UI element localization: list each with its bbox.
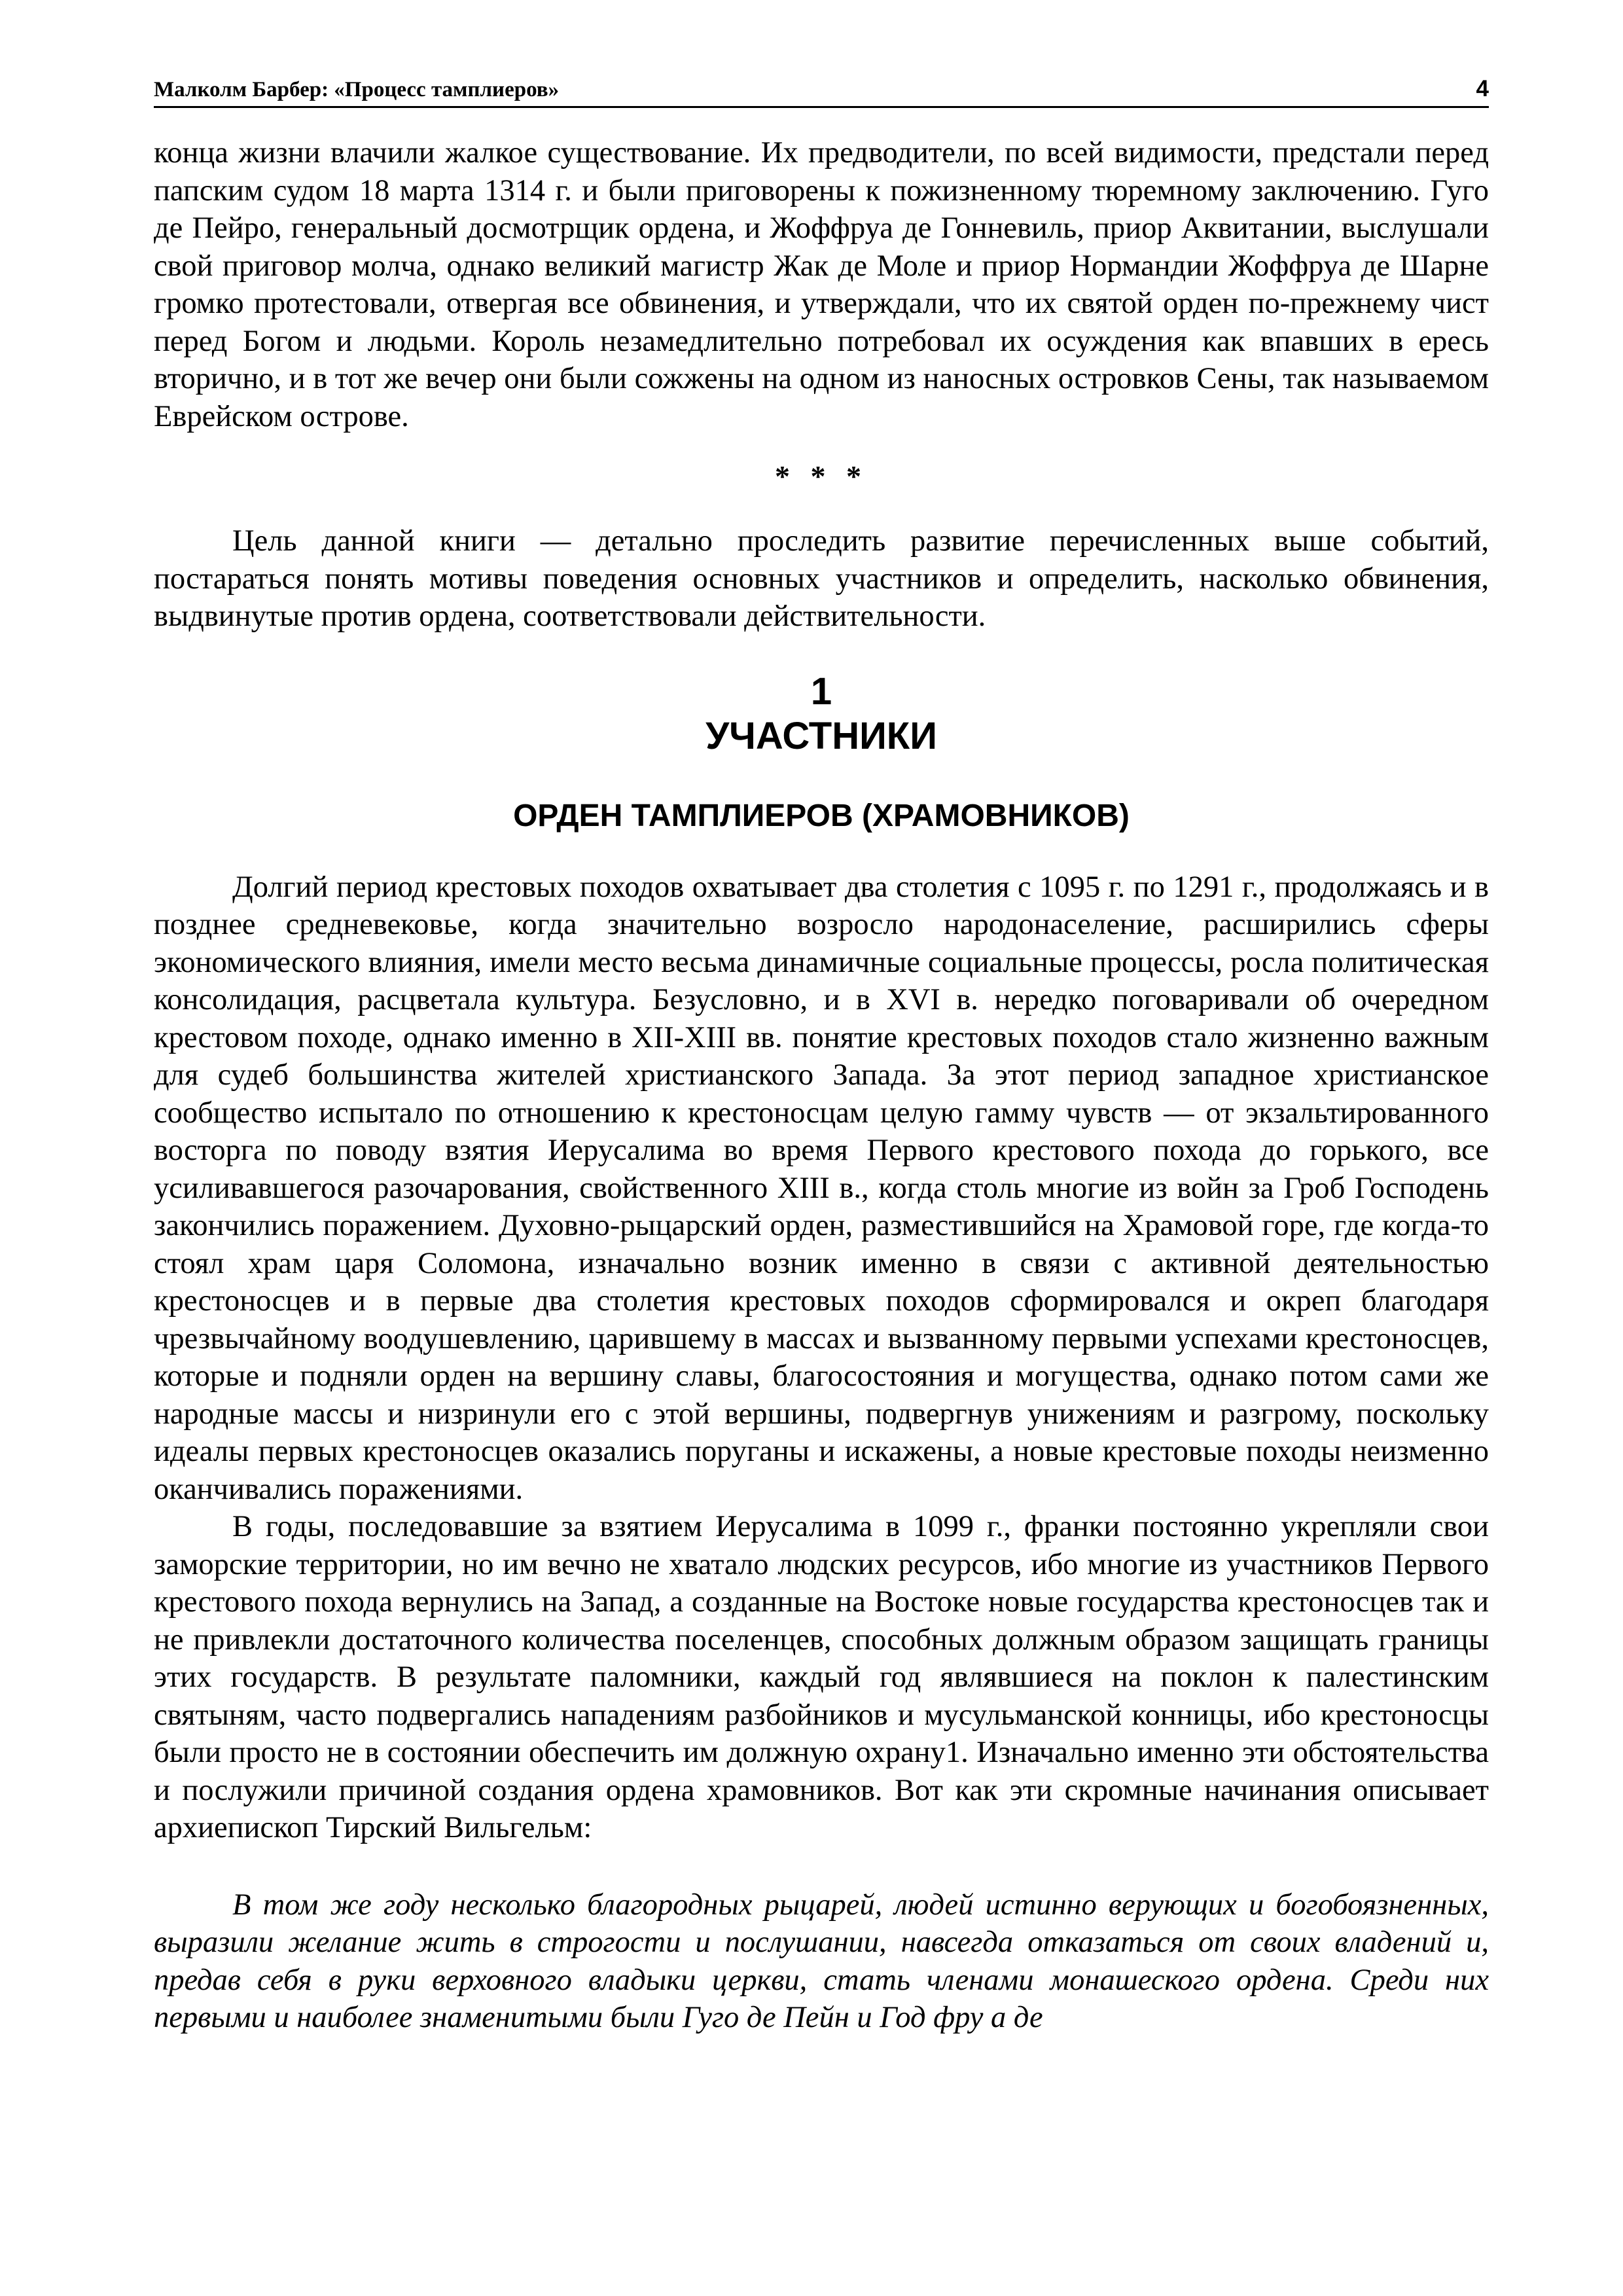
chapter-number: 1: [810, 670, 832, 713]
quotation: В том же году несколько благородных рыцарей, людей истинно верующих и богобоязненных, выразили желание жить в строгости и послушании, навсегда отказаться от своих владений и, предав себя в руки верховного владыки церкви, стать членами монашеского ордена. Среди них первыми и наиболее знаменитыми были Гуго де Пейн и Год фру а де: [154, 1888, 1489, 2034]
running-header: [154, 73, 1489, 108]
header-title: Малколм Барбер: «Процесс тамплиеров»: [154, 78, 560, 101]
paragraph-4: В годы, последовавшие за взятием Иерусалима в 1099 г., франки постоянно укрепляли свои заморские территории, но им вечно не хватало людских ресурсов, ибо многие из участников Первого крестового похода вернулись на Запад, а созданные на Востоке новые государства крестоносцев так и не привлекли достаточного количества поселенцев, способных должным образом защищать границы этих государств. В результате паломники, каждый год являвшиеся на поклон к палестинским святыням, часто подвергались нападениям разбойников и мусульманской конницы, ибо крестоносцы были просто не в состоянии обеспечить им должную охрану1. Изначально именно эти обстоятельства и послужили причиной создания ордена храмовников. Вот как эти скромные начинания описывает архиепископ Тирский Вильгельм:: [154, 1510, 1489, 1844]
paragraph-1: конца жизни влачили жалкое существование. Их предводители, по всей видимости, предстали перед папским судом 18 марта 1314 г. и были приговорены к пожизненному тюремному заключению. Гуго де Пейро, генеральный досмотрщик ордена, и Жоффруа де Гонневиль, приор Аквитании, выслушали свой приговор молча, однако великий магистр Жак де Моле и приор Нормандии Жоффруа де Шарне громко протестовали, отвергая все обвинения, и утверждали, что их святой орден по-прежнему чист перед Богом и людьми. Король незамедлительно потребовал их осуждения как впавших в ересь вторично, и в тот же вечер они были сожжены на одном из наносных островков Сены, так называемом Еврейском острове.: [154, 136, 1489, 433]
paragraph-2: Цель данной книги — детально проследить развитие перечисленных выше событий, постараться понять мотивы поведения основных участников и определить, насколько обвинения, выдвинутые против ордена, соответствовали действительности.: [154, 524, 1489, 633]
page-body: [154, 134, 1489, 2037]
section-separator: * * *: [775, 459, 868, 493]
page-number: 4: [1476, 76, 1489, 101]
section-title: ОРДЕН ТАМПЛИЕРОВ (ХРАМОВНИКОВ): [513, 798, 1130, 833]
paragraph-3: Долгий период крестовых походов охватывает два столетия с 1095 г. по 1291 г., продолжаясь и в позднее средневековье, когда значительно возросло народонаселение, расширились сферы экономического влияния, имели место весьма динамичные социальные процессы, росла политическая консолидация, расцветала культура. Безусловно, и в XVI в. нередко поговаривали об очередном крестовом походе, однако именно в XII-XIII вв. понятие крестовых походов стало жизненно важным для судеб большинства жителей христианского Запада. За этот период западное христианское сообщество испытало по отношению к крестоносцам целую гамму чувств — от экзальтированного восторга по поводу взятия Иерусалима во время Первого крестового похода до горького, все усиливавшегося разочарования, свойственного XIII в., когда столь многие из войн за Гроб Господень закончились поражением. Духовно-рыцарский орден, разместившийся на Храмовой горе, где когда-то стоял храм царя Соломона, изначально возник именно в связи с активной деятельностью крестоносцев и в первые два столетия крестовых походов сформировался и окреп благодаря чрезвычайному воодушевлению, царившему в массах и вызванному первыми успехами крестоносцев, которые и подняли орден на вершину славы, благосостояния и могущества, однако потом сами же народные массы и низринули его с этой вершины, подвергнув унижениям и разгрому, поскольку идеалы первых крестоносцев оказались поруганы и искажены, а новые крестовые походы неизменно оканчивались поражениями.: [154, 870, 1489, 1506]
chapter-title: УЧАСТНИКИ: [705, 714, 937, 757]
